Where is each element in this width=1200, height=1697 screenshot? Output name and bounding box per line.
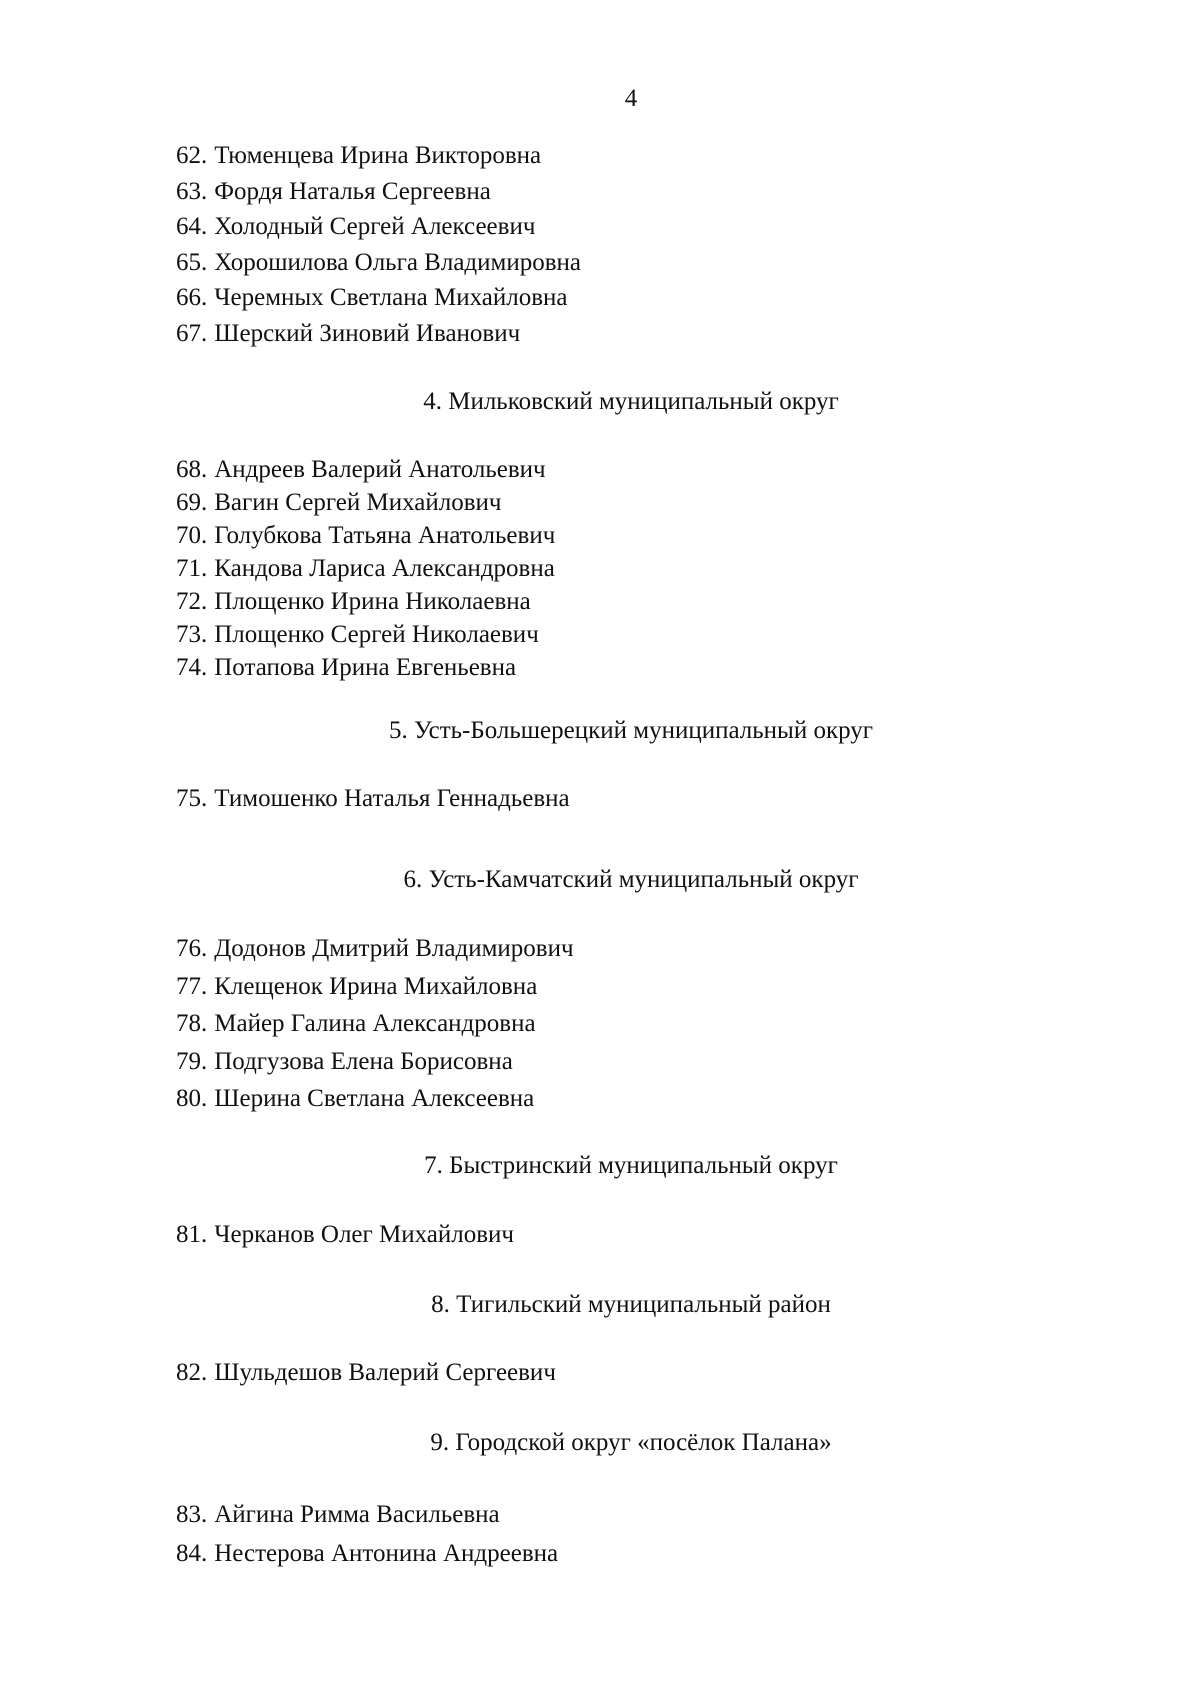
list-item: 64. Холодный Сергей Алексеевич — [176, 213, 536, 241]
list-item: 77. Клещенок Ирина Михайловна — [176, 972, 538, 1000]
section-ust-bolsheretsky-list — [176, 782, 1076, 815]
list-item: 62. Тюменцева Ирина Викторовна — [176, 142, 542, 169]
section-palana — [176, 1428, 1076, 1458]
list-item: 76. Додонов Дмитрий Владимирович — [176, 935, 574, 962]
section-bystrinsky-list — [176, 1218, 1076, 1251]
section-heading: 7. Быстринский муниципальный округ — [424, 1152, 838, 1179]
list-item: 69. Вагин Сергей Михайлович — [176, 489, 502, 516]
section-bystrinsky — [176, 1151, 1076, 1181]
list-item: 80. Шерина Светлана Алексеевна — [176, 1085, 535, 1112]
section-ust-bolsheretsky — [176, 716, 1076, 746]
list-item: 66. Черемных Светлана Михайловна — [176, 284, 568, 312]
section-heading: 4. Мильковский муниципальный округ — [423, 388, 839, 415]
section-heading: 9. Городской округ «посёлок Палана» — [430, 1429, 832, 1456]
name-list — [176, 138, 1076, 352]
section-heading: 6. Усть-Камчатский муниципальный округ — [403, 866, 859, 893]
list-item: 74. Потапова Ирина Евгеньевна — [176, 654, 517, 681]
section-continued — [176, 138, 1076, 352]
list-item: 70. Голубкова Татьяна Анатольевич — [176, 522, 556, 549]
section-milkovsky-list — [176, 453, 1076, 684]
list-item: 73. Площенко Сергей Николаевич — [176, 621, 539, 648]
list-item: 67. Шерский Зиновий Иванович — [176, 319, 521, 347]
list-item: 82. Шульдешов Валерий Сергеевич — [176, 1359, 556, 1386]
section-heading: 5. Усть-Большерецкий муниципальный округ — [388, 717, 874, 744]
name-list — [176, 930, 1076, 1118]
list-item: 84. Нестерова Антонина Андреевна — [176, 1540, 559, 1567]
list-item: 79. Подгузова Елена Борисовна — [176, 1047, 513, 1075]
list-item: 75. Тимошенко Наталья Геннадьевна — [176, 785, 570, 812]
list-item: 68. Андреев Валерий Анатольевич — [176, 456, 546, 483]
list-item: 83. Айгина Римма Васильевна — [176, 1501, 500, 1528]
name-list — [176, 1218, 1076, 1251]
name-list — [176, 453, 1076, 684]
section-heading: 8. Тигильский муниципальный район — [431, 1291, 831, 1318]
section-tigilsky-list — [176, 1356, 1076, 1389]
section-ust-kamchatsky — [176, 865, 1076, 895]
page-number: 4 — [624, 85, 638, 112]
section-milkovsky — [176, 387, 1076, 417]
name-list — [176, 782, 1076, 815]
list-item: 72. Площенко Ирина Николаевна — [176, 588, 531, 615]
list-item: 81. Черканов Олег Михайлович — [176, 1221, 515, 1248]
name-list — [176, 1495, 1076, 1573]
section-ust-kamchatsky-list — [176, 930, 1076, 1118]
name-list — [176, 1356, 1076, 1389]
list-item: 71. Кандова Лариса Александровна — [176, 555, 555, 582]
section-tigilsky — [176, 1290, 1076, 1320]
list-item: 63. Фордя Наталья Сергеевна — [176, 177, 491, 205]
list-item: 78. Майер Галина Александровна — [176, 1010, 536, 1037]
section-palana-list — [176, 1495, 1076, 1573]
list-item: 65. Хорошилова Ольга Владимировна — [176, 248, 582, 276]
